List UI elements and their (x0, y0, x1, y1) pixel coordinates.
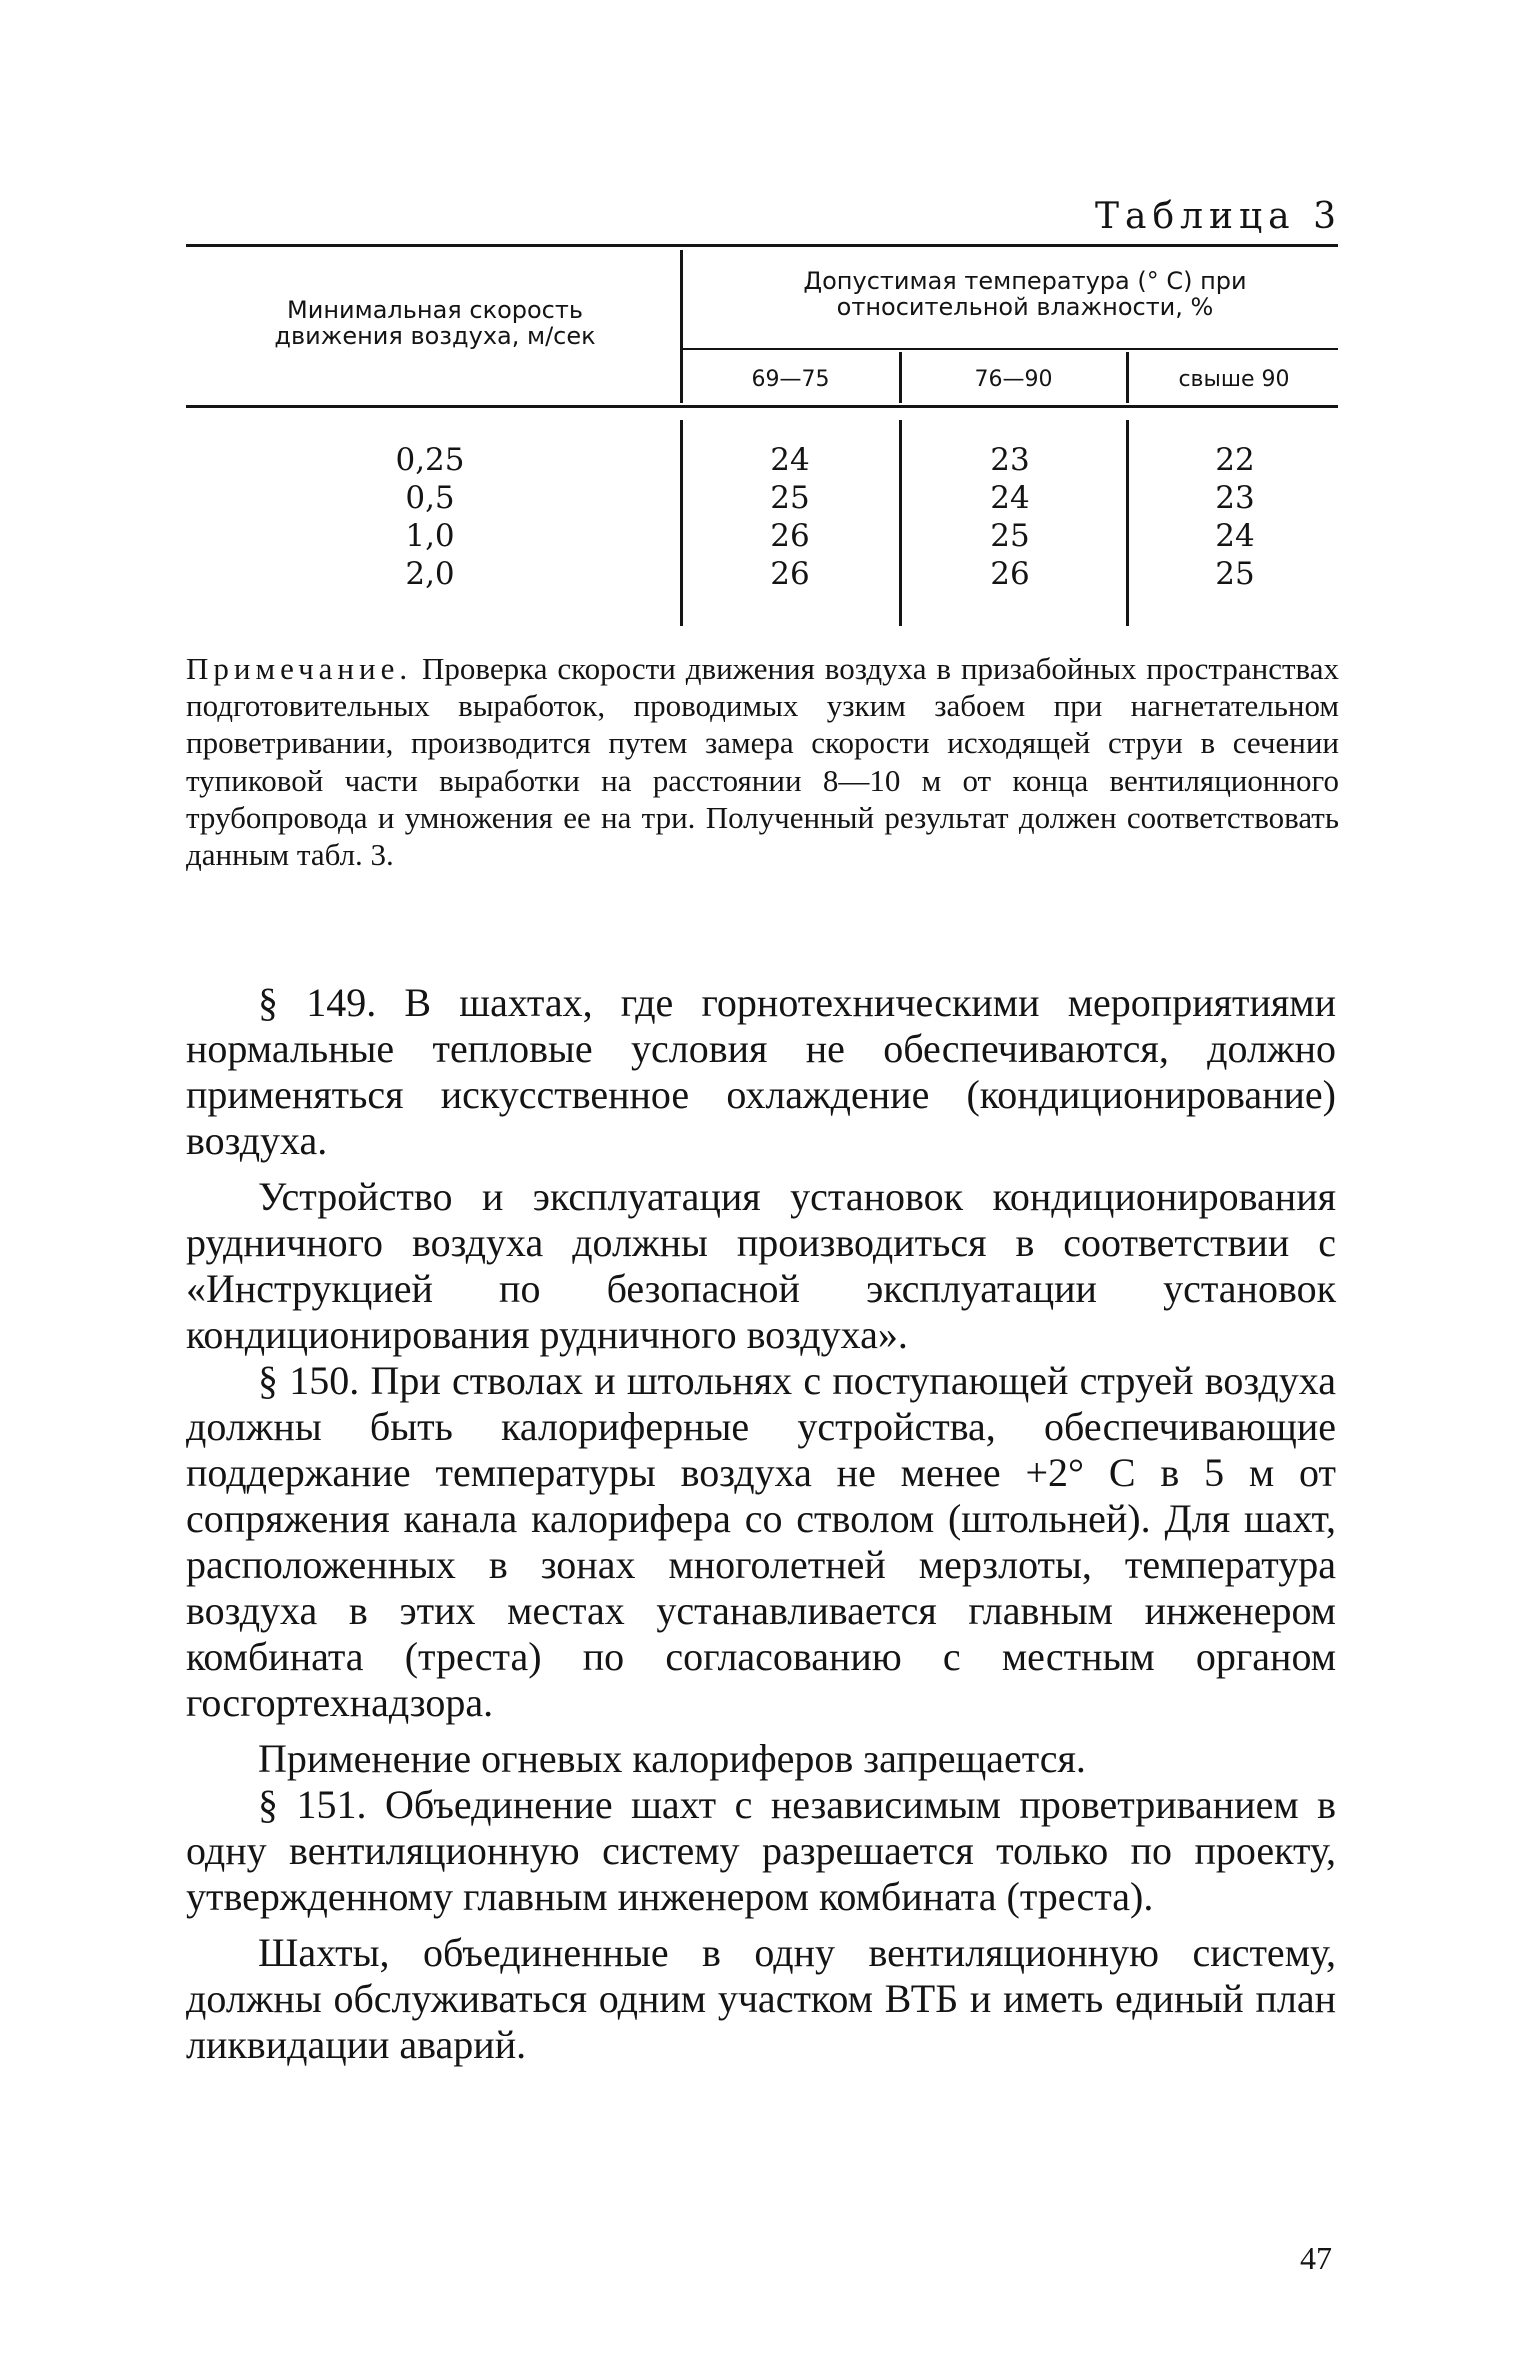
table-cell: 2,0 (405, 556, 455, 592)
humidity-range-2: 76—90 (974, 367, 1053, 392)
table-cell: 25 (1215, 556, 1255, 592)
table-cell: 26 (770, 556, 810, 592)
humidity-range-1: 69—75 (751, 367, 830, 392)
table-note (186, 650, 1339, 873)
table-divider-3-lower (1126, 420, 1129, 626)
table-cell: 26 (770, 518, 810, 554)
table-cell: 0,25 (395, 442, 465, 478)
table-col-temp-69-75 (740, 441, 840, 593)
table-col-temp-over-90 (1185, 441, 1285, 593)
paragraph-149: § 149. В шахтах, где горнотехническими мероприятиями нормальные тепловые условия не обеспечиваются, должно применяться искусственное охлаждение (кондиционирование) воздуха. (186, 980, 1336, 1163)
table-cell: 25 (770, 480, 810, 516)
paragraph-149-continued: Устройство и эксплуатация установок кондиционирования рудничного воздуха должны производиться в соответствии с «Инструкцией по безопасной эксплуатации установок кондиционирования рудничного воздуха». (186, 1174, 1336, 1357)
table-group-header-temperature: Допустимая температура (° С) при относительной влажности, % (803, 267, 1247, 321)
paragraph-150-continued: Применение огневых калориферов запрещается. (258, 1736, 1086, 1781)
paragraph-150: § 150. При стволах и штольнях с поступающей струей воздуха должны быть калориферные устройства, обеспечивающие поддержание температуры воздуха не менее +2° С в 5 м от сопряжения канала калорифера со стволом (штольней). Для шахт, расположенных в зонах многолетней мерзлоты, температура воздуха в этих местах устанавливается главным инженером комбината (треста) по согласованию с местным органом госгортехнадзора. (186, 1358, 1336, 1725)
table-divider-2-upper (899, 352, 902, 403)
table-cell: 23 (990, 442, 1030, 478)
table-label: Таблица 3 (1095, 196, 1342, 237)
body-text (186, 980, 1336, 2068)
table-col-header-speed: Минимальная скорость движения воздуха, м/сек (274, 296, 596, 350)
table-header-bottom-rule (186, 405, 1338, 408)
table-cell: 24 (770, 442, 810, 478)
table-divider-2-lower (899, 420, 902, 626)
table-cell: 24 (1215, 518, 1255, 554)
table-cell: 0,5 (405, 480, 455, 516)
humidity-range-3: свыше 90 (1178, 367, 1290, 392)
table-top-rule (186, 244, 1338, 247)
table-divider-main-upper (680, 250, 683, 403)
paragraph-151: § 151. Объединение шахт с независимым проветриванием в одну вентиляционную систему разрешается только по проекту, утвержденному главным инженером комбината (треста). (186, 1782, 1336, 1919)
table-cell: 24 (990, 480, 1030, 516)
note-label: Примечание. (186, 651, 413, 686)
paragraph-151-continued: Шахты, объединенные в одну вентиляционную систему, должны обслуживаться одним участком ВТБ и иметь единый план ликвидации аварий. (186, 1930, 1336, 2067)
table-cell: 23 (1215, 480, 1255, 516)
table-cell: 25 (990, 518, 1030, 554)
table-col-temp-76-90 (960, 441, 1060, 593)
page-number: 47 (1300, 2240, 1332, 2276)
table-col-speed (380, 441, 480, 593)
note-text: Проверка скорости движения воздуха в призабойных пространствах подготовительных выработок, проводимых узким забоем при нагнетательном проветривании, производится путем замера скорости исходящей струи в сечении тупиковой части выработки на расстоянии 8—10 м от конца вентиляционного трубопровода и умножения ее на три. Полученный результат должен соответствовать данным табл. 3. (186, 651, 1340, 873)
table-cell: 1,0 (405, 518, 455, 554)
table-subheader-rule (681, 348, 1338, 350)
table-divider-main-lower (680, 420, 683, 626)
table-divider-3-upper (1126, 352, 1129, 403)
table-cell: 22 (1215, 442, 1255, 478)
table-cell: 26 (990, 556, 1030, 592)
